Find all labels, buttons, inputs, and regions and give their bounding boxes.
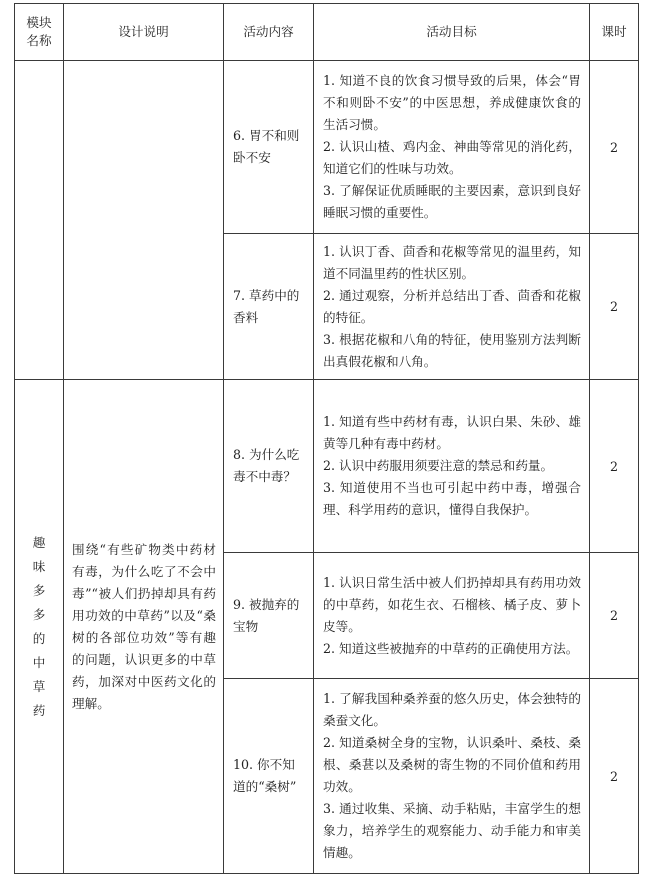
goal-item: 2. 认识山楂、鸡内金、神曲等常见的消化药，知道它们的性味与功效。 bbox=[323, 139, 581, 176]
module-name-cell bbox=[15, 380, 64, 874]
table-row bbox=[15, 61, 639, 234]
goal-item: 1. 知道不良的饮食习惯导致的后果，体会“胃不和则卧不安”的中医思想，养成健康饮食的生活习惯。 bbox=[323, 73, 581, 132]
goal-item: 2. 通过观察，分析并总结出丁香、茴香和花椒的特征。 bbox=[323, 287, 581, 325]
activity-cell: 10. 你不知道的“桑树” bbox=[224, 679, 314, 874]
goal-cell bbox=[314, 553, 590, 679]
header-activity: 活动内容 bbox=[224, 4, 314, 61]
goal-cell bbox=[314, 380, 590, 553]
header-design: 设计说明 bbox=[64, 4, 224, 61]
hours-cell: 2 bbox=[590, 679, 639, 874]
goal-cell bbox=[314, 679, 590, 874]
header-goal: 活动目标 bbox=[314, 4, 590, 61]
goal-item: 3. 根据花椒和八角的特征，使用鉴别方法判断出真假花椒和八角。 bbox=[323, 331, 581, 369]
header-hours: 课时 bbox=[590, 4, 639, 61]
hours-cell: 2 bbox=[590, 61, 639, 234]
goal-item: 1. 认识丁香、茴香和花椒等常见的温里药，知道不同温里药的性状区别。 bbox=[323, 243, 581, 281]
table-row bbox=[15, 380, 639, 553]
curriculum-table bbox=[14, 3, 639, 874]
design-cell: 围绕“有些矿物类中药材有毒，为什么吃了不会中毒”“被人们扔掉却具有药用功效的中草药”以及“桑树的各部位功效”等有趣的问题，认识更多的中草药，加深对中医药文化的理解。 bbox=[64, 380, 224, 874]
goal-item: 2. 知道桑树全身的宝物，认识桑叶、桑枝、桑根、桑葚以及桑树的寄生物的不同价值和药用功效。 bbox=[323, 735, 581, 794]
module-cell-empty bbox=[15, 61, 64, 380]
design-cell-empty bbox=[64, 61, 224, 380]
module-name: 趣味多多的中草药 bbox=[32, 534, 46, 718]
header-module: 模块名称 bbox=[15, 4, 64, 61]
activity-cell: 8. 为什么吃毒不中毒？ bbox=[224, 380, 314, 553]
goal-cell bbox=[314, 234, 590, 380]
goal-item: 3. 通过收集、采摘、动手粘贴，丰富学生的想象力，培养学生的观察能力、动手能力和审美情趣。 bbox=[323, 801, 581, 860]
header-row bbox=[15, 4, 639, 61]
hours-cell: 2 bbox=[590, 553, 639, 679]
goal-item: 2. 知道这些被抛弃的中草药的正确使用方法。 bbox=[323, 640, 579, 656]
goal-item: 2. 认识中药服用须要注意的禁忌和药量。 bbox=[323, 458, 554, 473]
goal-item: 3. 知道使用不当也可引起中药中毒，增强合理、科学用药的意识，懂得自我保护。 bbox=[323, 480, 581, 517]
hours-cell: 2 bbox=[590, 234, 639, 380]
hours-cell: 2 bbox=[590, 380, 639, 553]
activity-cell: 7. 草药中的香料 bbox=[224, 234, 314, 380]
goal-item: 1. 知道有些中药材有毒，认识白果、朱砂、雄黄等几种有毒中药材。 bbox=[323, 414, 581, 451]
goal-cell bbox=[314, 61, 590, 234]
activity-cell: 6. 胃不和则卧不安 bbox=[224, 61, 314, 234]
activity-cell: 9. 被抛弃的宝物 bbox=[224, 553, 314, 679]
goal-item: 1. 了解我国种桑养蚕的悠久历史，体会独特的桑蚕文化。 bbox=[323, 691, 581, 728]
goal-item: 3. 了解保证优质睡眠的主要因素，意识到良好睡眠习惯的重要性。 bbox=[323, 183, 581, 220]
goal-item: 1. 认识日常生活中被人们扔掉却具有药用功效的中草药，如花生衣、石榴核、橘子皮、萝卜皮等。 bbox=[323, 574, 581, 634]
